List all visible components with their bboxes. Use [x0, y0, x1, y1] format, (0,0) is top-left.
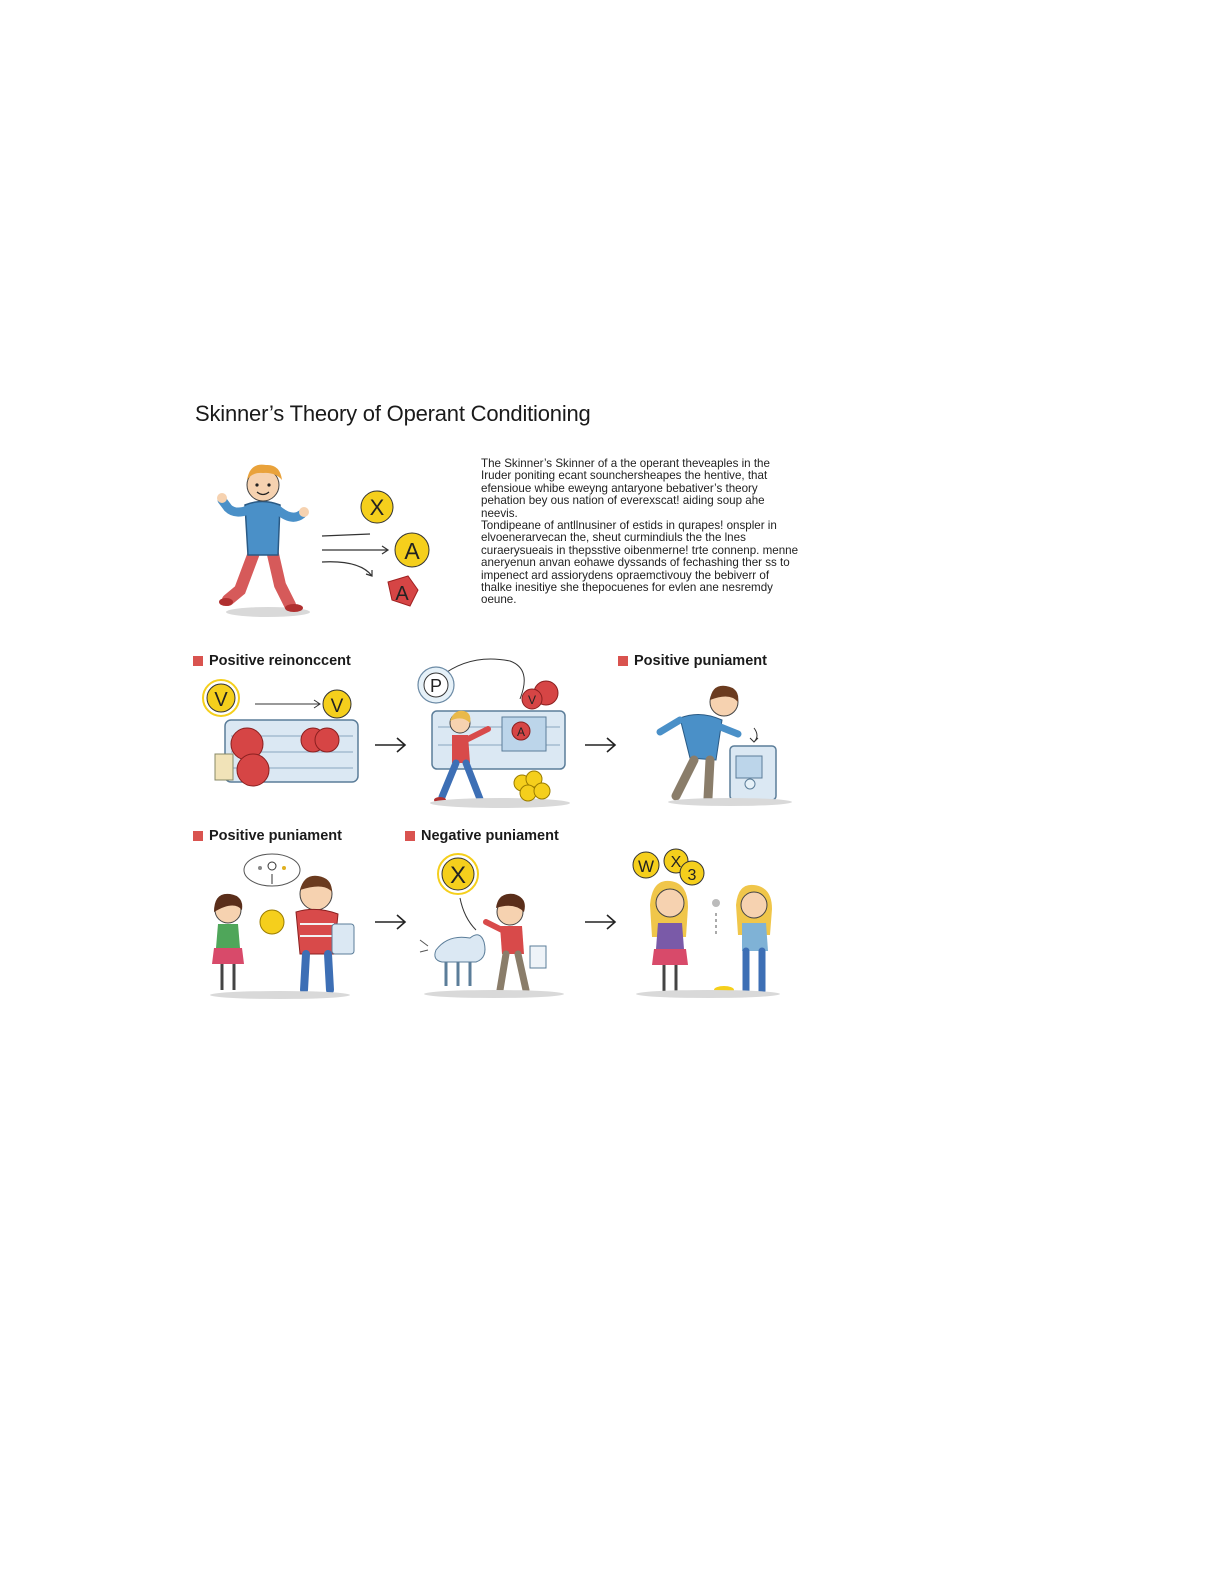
label-marker: [618, 656, 628, 666]
label-negative-punishment: [405, 828, 559, 844]
bubble-a: [395, 533, 429, 567]
intro-paragraph-2: Tondipeane of antllnusiner of estids in qurapes! onspler in elvoenerarvecan the, sheut curmindiuls the the lnes curaerysueais in thepsstive oibenmerne! trte connenp. menne aneryenun anvan eohawe dyssands of fechashing ther ss to impenect ard assiorydens opraemctivouy the bebiverr of thalke inesitiye she thepocuenes for evlen ane nesremdy oeune.: [481, 519, 799, 607]
arrow: [255, 700, 320, 708]
arrow-3: [322, 562, 372, 576]
ground-shadow: [210, 991, 350, 999]
label-text: Positive puniament: [209, 828, 342, 844]
red-disc: [237, 754, 269, 786]
arrow-2: [322, 546, 388, 554]
label-marker: [405, 831, 415, 841]
bubble-3: [680, 861, 704, 885]
svg-text:A: A: [395, 583, 409, 605]
arrow-row1-b: [583, 735, 619, 755]
bubble-v-2: [323, 690, 351, 718]
svg-text:X: X: [449, 862, 467, 889]
arm-left: [222, 500, 248, 512]
bubble-x: [361, 491, 393, 523]
svg-text:V: V: [527, 693, 537, 707]
label-text: Positive puniament: [634, 653, 767, 669]
label-marker: [193, 831, 203, 841]
badge-a-red: [388, 576, 418, 606]
tablet: [332, 924, 354, 954]
ground-shadow: [430, 798, 570, 808]
shoe-right: [285, 604, 303, 612]
svg-text:V: V: [214, 689, 228, 711]
label-positive-reinforcement: [193, 653, 351, 669]
intro-illustration: [200, 450, 440, 625]
label-text: Positive reinonccent: [209, 653, 351, 669]
man-legs: [676, 760, 710, 798]
intro-paragraph-1: The Skinner’s Skinner of a the operant theveaples in the Iruder poniting ecant sounchersheapes the hentive, that efensioue whibe eweyng antaryone bebativer’s theory pehation bey ous nation of everexscat! aiding soup ahe neevis.: [481, 457, 770, 520]
bubble-v-red: [522, 681, 558, 709]
paper-note: [215, 754, 233, 780]
hand-left: [217, 493, 227, 503]
arrow-1: [322, 534, 370, 536]
arrow-row1-a: [373, 735, 409, 755]
arrow-row2-a: [373, 912, 409, 932]
svg-text:X: X: [670, 854, 682, 871]
svg-text:V: V: [330, 696, 344, 717]
ground-shadow: [668, 798, 792, 806]
svg-text:A: A: [404, 538, 420, 564]
label-text: Negative puniament: [421, 828, 559, 844]
red-disc: [315, 728, 339, 752]
ground-shadow: [636, 990, 780, 998]
svg-text:W: W: [637, 857, 655, 876]
panel-reinforcement: [195, 672, 365, 797]
panel-two-kids: [200, 850, 360, 1000]
panel-walking-child: [410, 655, 580, 810]
arrow-row2-b: [583, 912, 619, 932]
coins: [514, 771, 550, 801]
ground-shadow: [424, 990, 564, 998]
arm-right: [278, 510, 302, 517]
hand-right: [299, 507, 309, 517]
shoe-left: [219, 598, 233, 606]
panel-dog-child: [418, 850, 568, 1000]
bubble-p: [418, 667, 454, 703]
leg-left: [228, 550, 255, 600]
svg-text:3: 3: [687, 867, 697, 884]
panel-two-girls: [628, 845, 788, 1000]
bubble-v-1: [203, 680, 239, 716]
label-marker: [193, 656, 203, 666]
page-title: Skinner’s Theory of Operant Conditioning: [195, 401, 591, 426]
bubble-a-red: [512, 722, 530, 740]
panel-man-machine: [650, 680, 800, 810]
dog: [435, 935, 485, 962]
svg-text:P: P: [429, 676, 443, 696]
leg-right: [272, 550, 290, 605]
bubble-w: [633, 852, 659, 878]
svg-text:A: A: [516, 725, 526, 739]
intro-text: [481, 458, 801, 607]
svg-text:X: X: [369, 495, 385, 520]
label-positive-punishment-1: [618, 653, 767, 669]
bubble-x-2: [438, 854, 478, 894]
man-shirt: [680, 714, 722, 760]
label-positive-punishment-2: [193, 828, 342, 844]
